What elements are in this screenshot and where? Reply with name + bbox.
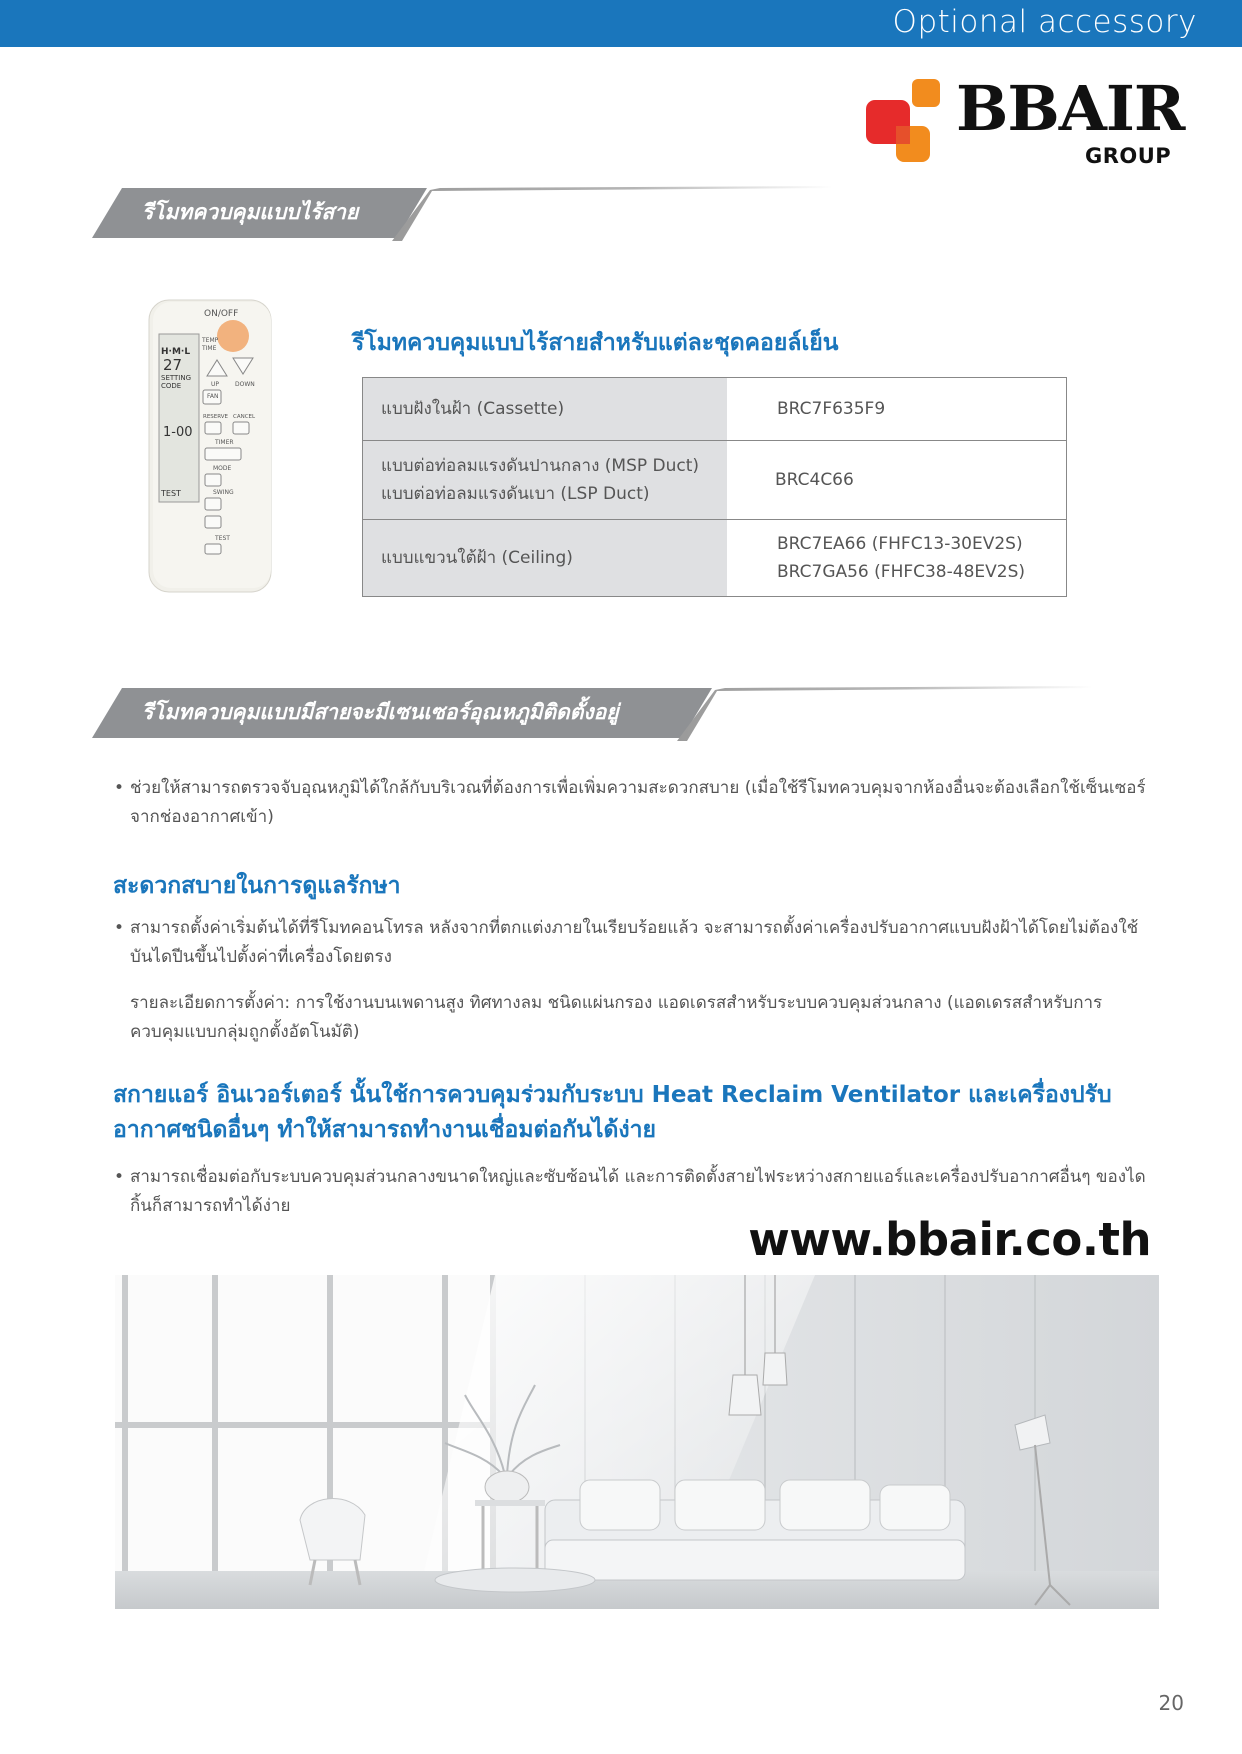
remote-timer-label: TIMER: [215, 439, 234, 446]
remote-reserve-label: RESERVE: [203, 414, 229, 420]
table-row: [363, 520, 1067, 597]
section-banner-wireless: [92, 186, 1092, 246]
remote-time-label: TIME: [202, 345, 217, 352]
heading-integration: สกายแอร์ อินเวอร์เตอร์ นั้นใช้การควบคุมร่วมกับระบบ Heat Reclaim Ventilator และเครื่องปรับอากาศชนิดอื่นๆ ทำให้สามารถทำงานเชื่อมต่อกันได้ง่าย: [113, 1082, 1112, 1143]
bbair-logo: [866, 72, 1196, 170]
section-banner-title: รีโมทควบคุมแบบมีสายจะมีเซนเซอร์อุณหภูมิติดตั้งอยู่: [142, 700, 619, 724]
living-room-photo: [115, 1275, 1159, 1609]
page-number: 20: [1158, 1691, 1184, 1715]
svg-text:CODE: CODE: [161, 382, 182, 390]
svg-text:H·M·L: H·M·L: [161, 347, 191, 357]
table-row: [363, 441, 1067, 520]
wireless-remote-image: [145, 296, 275, 596]
header-title: Optional accessory: [892, 4, 1197, 40]
table-cell-type: แบบฝังในฝ้า (Cassette): [363, 378, 728, 441]
spec-table: [362, 377, 1067, 597]
remote-on-off-label: ON/OFF: [204, 309, 239, 319]
remote-display-test: TEST: [161, 489, 181, 498]
remote-display-temp: 27: [163, 356, 183, 374]
remote-test-label: TEST: [215, 535, 230, 542]
remote-fan-label: FAN: [207, 393, 219, 400]
remote-down-label: DOWN: [235, 381, 255, 388]
website-url: www.bbair.co.th: [748, 1213, 1151, 1266]
remote-mode-label: MODE: [213, 465, 232, 472]
table-cell-type: แบบแขวนใต้ฝ้า (Ceiling): [363, 520, 728, 597]
table-cell-model: BRC4C66: [727, 441, 1067, 520]
bullet-sensor: • ช่วยให้สามารถตรวจจับอุณหภูมิได้ใกล้กับบริเวณที่ต้องการเพื่อเพิ่มความสะดวกสบาย (เมื่อใช้รีโมทควบคุมจากห้องอื่นจะต้องเลือกใช้เซ็นเซอร์จากช่องอากาศเข้า): [114, 778, 1146, 827]
logo-wordmark: BBAIR: [956, 72, 1185, 145]
remote-temp-label: TEMP: [202, 337, 219, 344]
maintenance-detail: รายละเอียดการตั้งค่า: การใช้งานบนเพดานสูง ทิศทางลม ชนิดแผ่นกรอง แอดเดรสสำหรับระบบควบคุมส่วนกลาง (แอดเดรสสำหรับการควบคุมแบบกลุ่มถูกตั้งอัตโนมัติ): [130, 993, 1103, 1042]
table-row: [363, 378, 1067, 441]
remote-cancel-label: CANCEL: [233, 414, 256, 420]
table-cell-type: แบบต่อท่อลมแรงดันปานกลาง (MSP Duct) แบบต่อท่อลมแรงดันเบา (LSP Duct): [363, 441, 728, 520]
remote-swing-label: SWING: [213, 489, 234, 496]
header-bar: [0, 0, 1242, 47]
section-banner-wired: [92, 686, 1092, 746]
remote-up-label: UP: [211, 381, 220, 388]
remote-display-code: 1-00: [163, 425, 193, 440]
spec-title: รีโมทควบคุมแบบไร้สายสำหรับแต่ละชุดคอยล์เย็น: [352, 330, 839, 356]
logo-mark-icon: [866, 78, 956, 170]
svg-text:SETTING: SETTING: [161, 374, 192, 382]
bullet-integration: • สามารถเชื่อมต่อกับระบบควบคุมส่วนกลางขนาดใหญ่และซับซ้อนได้ และการติดตั้งสายไฟระหว่างสกายแอร์และเครื่องปรับอากาศอื่นๆ ของไดกิ้นก็สามารถทำได้ง่าย: [114, 1167, 1146, 1216]
section-banner-title: รีโมทควบคุมแบบไร้สาย: [142, 200, 359, 224]
heading-maintenance: สะดวกสบายในการดูแลรักษา: [113, 873, 401, 899]
table-cell-model: BRC7EA66 (FHFC13-30EV2S) BRC7GA56 (FHFC38-48EV2S): [727, 520, 1067, 597]
table-cell-model: BRC7F635F9: [727, 378, 1067, 441]
logo-subtitle: GROUP: [1085, 144, 1172, 168]
bullet-maintenance: • สามารถตั้งค่าเริ่มต้นได้ที่รีโมทคอนโทรล หลังจากที่ตกแต่งภายในเรียบร้อยแล้ว จะสามารถตั้งค่าเครื่องปรับอากาศแบบฝังฝ้าได้โดยไม่ต้องใช้บันไดปีนขึ้นไปตั้งค่าที่เครื่องโดยตรง: [114, 918, 1139, 967]
